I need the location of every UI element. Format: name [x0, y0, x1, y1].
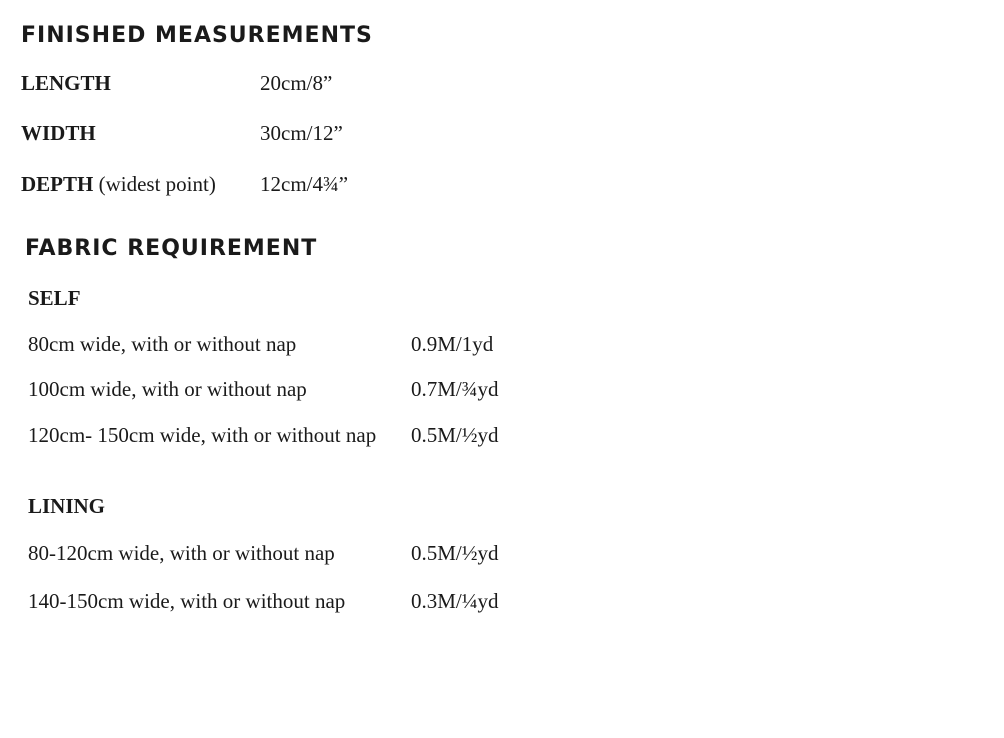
- self-row-amount: 0.7M/¾yd: [411, 377, 499, 401]
- fabric-requirement-heading: FABRIC REQUIREMENT: [25, 236, 318, 261]
- width-value: 30cm/12”: [260, 121, 343, 145]
- lining-row-amount: 0.5M/½yd: [411, 541, 499, 565]
- self-row-desc: 100cm wide, with or without nap: [28, 377, 307, 401]
- lining-heading: LINING: [28, 494, 106, 518]
- self-row-amount: 0.9M/1yd: [411, 332, 494, 356]
- lining-row-desc: 140-150cm wide, with or without nap: [28, 589, 346, 613]
- lining-row-amount: 0.3M/¼yd: [411, 589, 499, 613]
- self-row-desc: 120cm- 150cm wide, with or without nap: [28, 423, 377, 447]
- self-heading: SELF: [28, 286, 81, 310]
- length-label: LENGTH: [21, 71, 111, 95]
- self-row-desc: 80cm wide, with or without nap: [28, 332, 297, 356]
- lining-row-desc: 80-120cm wide, with or without nap: [28, 541, 335, 565]
- depth-value: 12cm/4¾”: [260, 172, 349, 196]
- length-value: 20cm/8”: [260, 71, 333, 95]
- depth-note: (widest point): [98, 172, 216, 196]
- depth-label: DEPTH: [21, 172, 94, 196]
- width-label: WIDTH: [21, 121, 96, 145]
- self-row-amount: 0.5M/½yd: [411, 423, 499, 447]
- depth-row-label: [21, 174, 216, 195]
- finished-measurements-heading: FINISHED MEASUREMENTS: [21, 23, 373, 48]
